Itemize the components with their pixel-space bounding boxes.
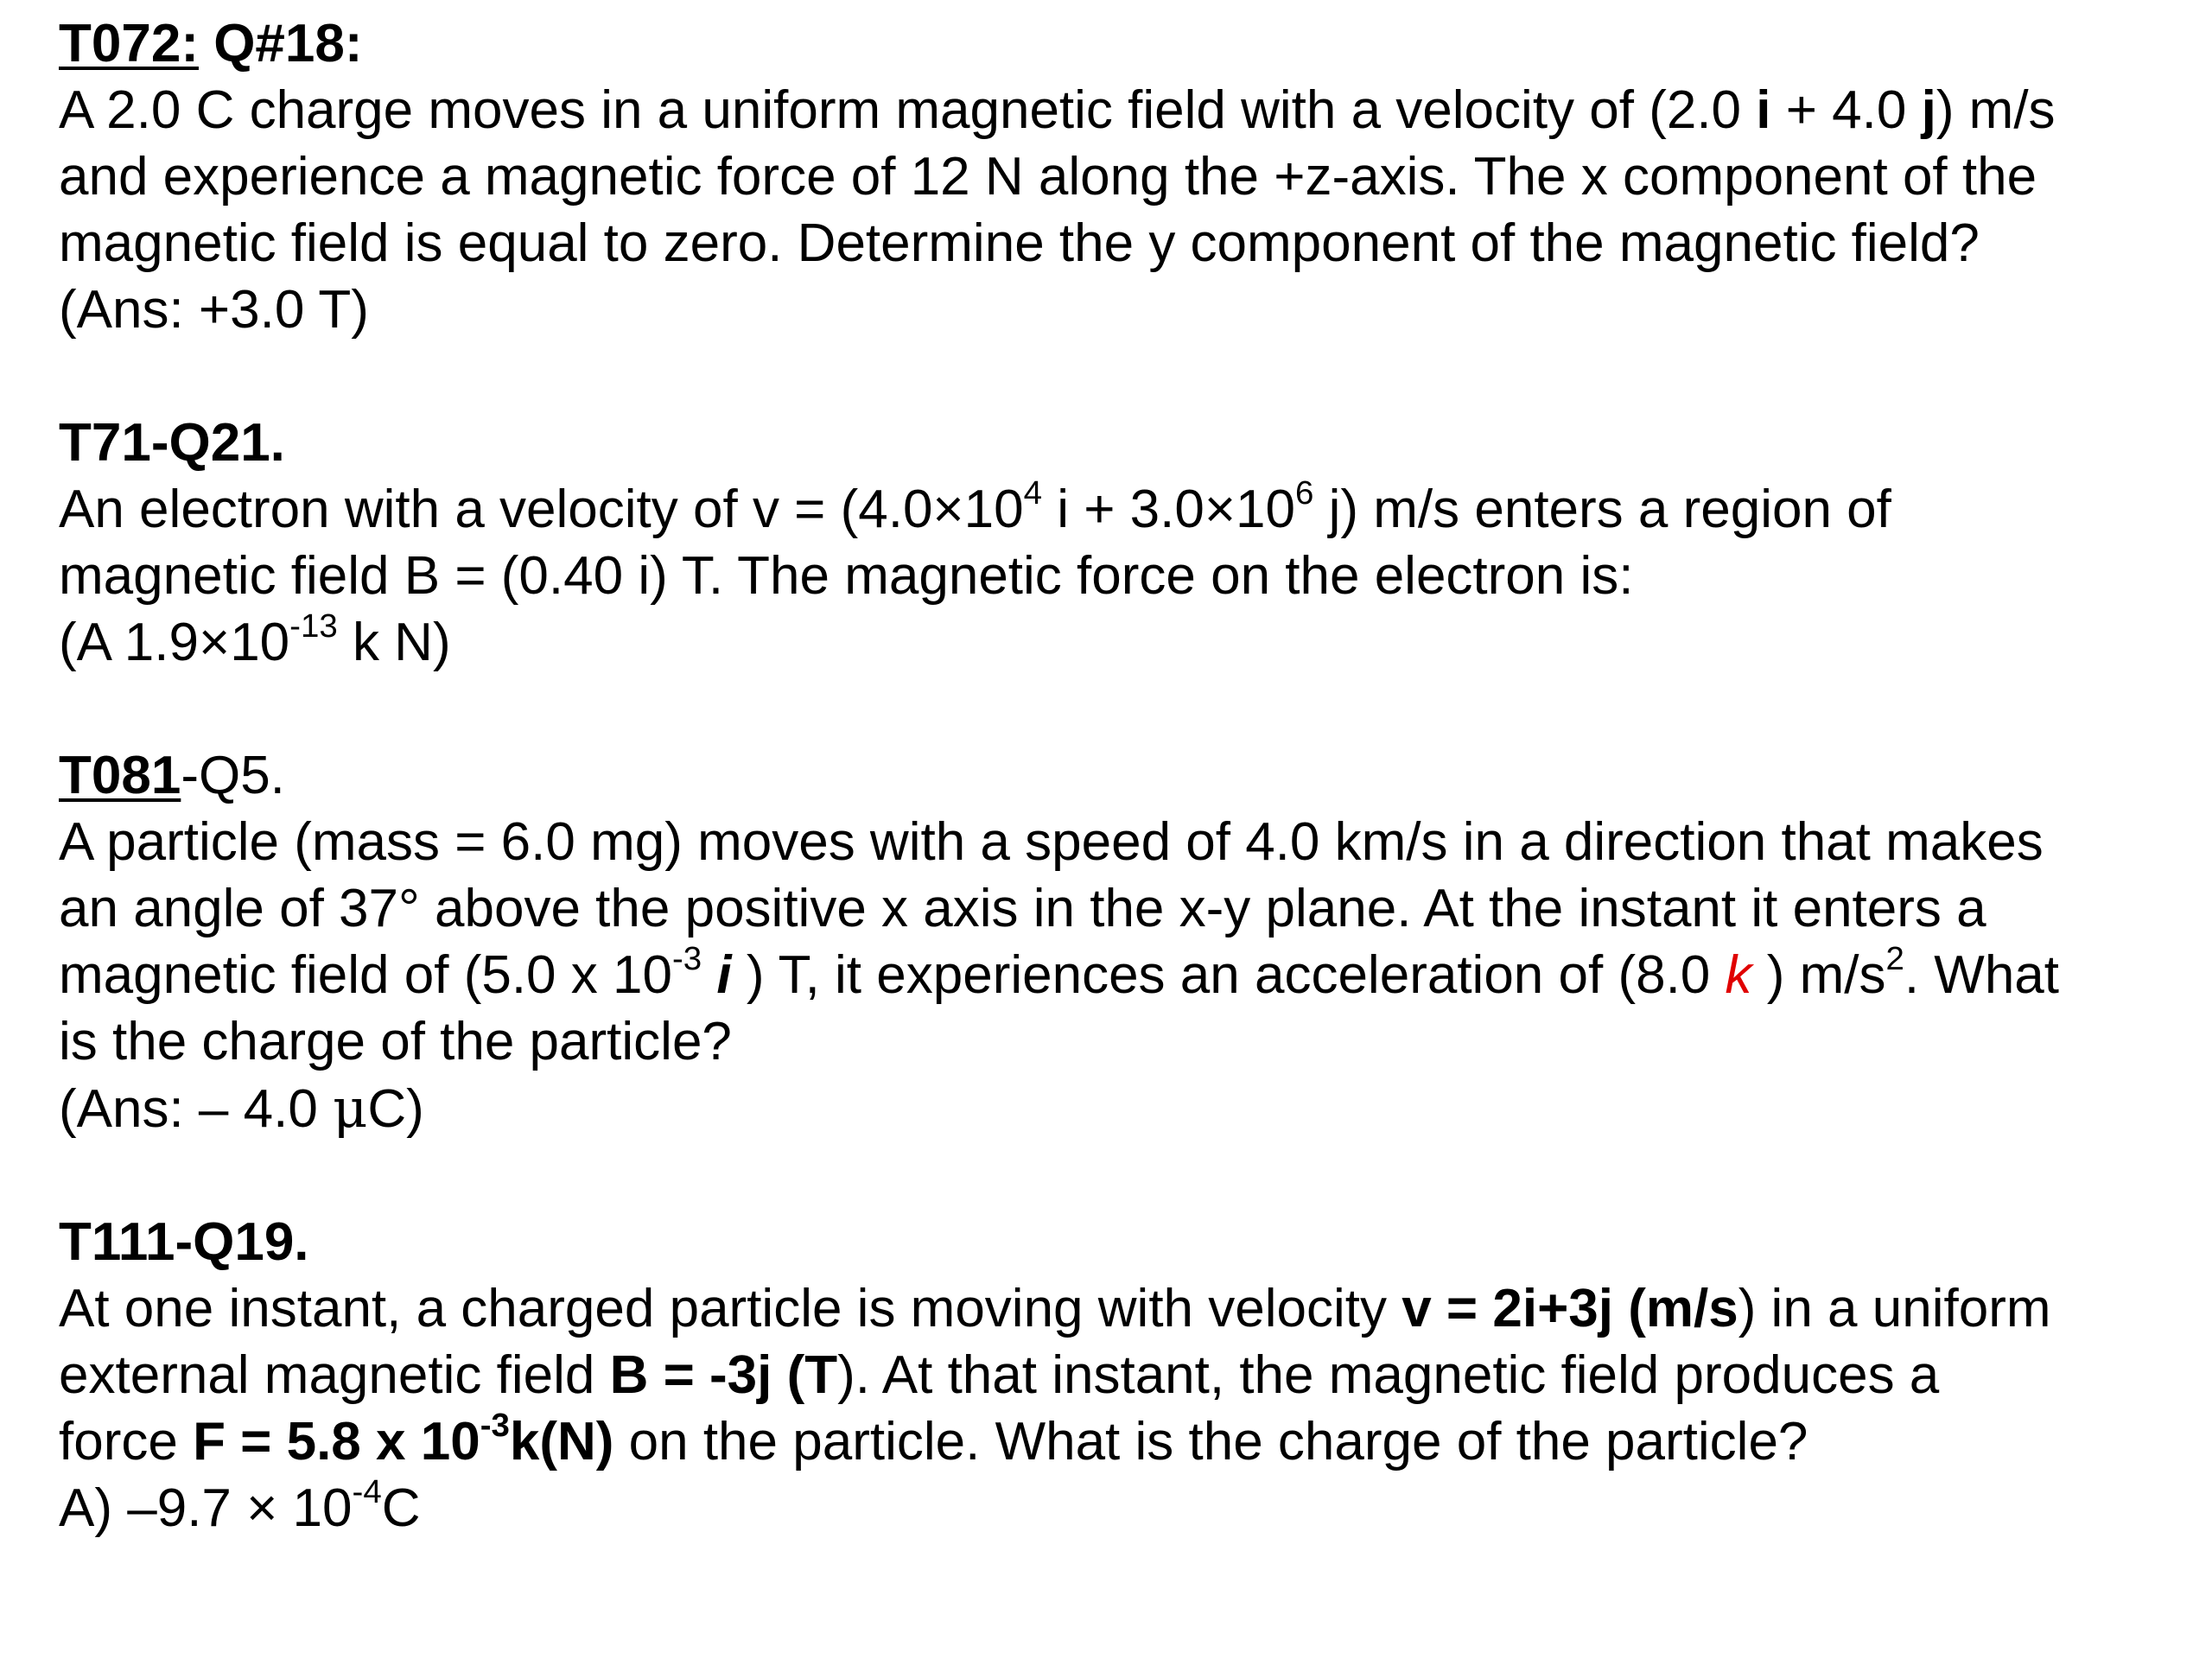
exponent: -3 <box>480 1406 510 1444</box>
text-fragment: An electron with a velocity of v = (4.0×10 <box>59 480 1024 539</box>
force-expression: F = 5.8 x 10 <box>193 1412 480 1471</box>
text-fragment: A) –9.7 × 10 <box>59 1478 353 1538</box>
text-fragment: j) m/s enters a region of <box>1313 480 1891 539</box>
problem-text-line <box>59 1342 2167 1408</box>
unit-vector-i: i <box>1756 80 1771 140</box>
document-page <box>59 10 2167 1541</box>
problem-text-line: an angle of 37° above the positive x axis in the x-y plane. At the instant it enters a <box>59 879 1986 938</box>
text-fragment: on the particle. What is the charge of the particle? <box>613 1412 1808 1471</box>
field-expression: B = -3j (T <box>609 1345 838 1405</box>
problem-t072-q18 <box>59 10 2167 343</box>
exponent: 4 <box>1023 474 1042 512</box>
exponent: -13 <box>289 607 338 645</box>
text-fragment: (Ans: – 4.0 <box>59 1079 334 1139</box>
text-fragment: C) <box>367 1079 424 1139</box>
unit-vector-j: j <box>1921 80 1936 140</box>
text-fragment: k N) <box>337 613 451 672</box>
problem-text-line: A particle (mass = 6.0 mg) moves with a speed of 4.0 km/s in a direction that makes <box>59 812 2044 872</box>
answer-line <box>59 1075 2167 1142</box>
problem-text-line <box>59 476 2167 543</box>
heading-question: Q#18: <box>198 14 363 73</box>
problem-text-line: magnetic field B = (0.40 i) T. The magnetic force on the electron is: <box>59 546 1634 606</box>
problem-text-line: and experience a magnetic force of 12 N along the +z-axis. The x component of the <box>59 147 2037 207</box>
text-fragment: + 4.0 <box>1770 80 1922 140</box>
text-fragment: ) m/s <box>1751 945 1886 1005</box>
exponent: -3 <box>671 939 702 977</box>
heading-question: -Q5. <box>181 746 285 805</box>
exponent: -4 <box>352 1472 382 1510</box>
unit-vector-i: i <box>716 945 732 1005</box>
text-fragment: i + 3.0×10 <box>1041 480 1296 539</box>
velocity-expression: v = 2i+3j (m/s <box>1402 1279 1738 1338</box>
answer-line <box>59 1472 2167 1541</box>
problem-t111-q19 <box>59 1209 2167 1541</box>
problem-text-line <box>59 939 2167 1008</box>
problem-text-line <box>59 1408 2167 1475</box>
text-fragment: magnetic field of (5.0 x 10 <box>59 945 672 1005</box>
force-expression: k(N) <box>509 1412 614 1471</box>
text-fragment: ) T, it experiences an acceleration of (8.0 <box>731 945 1726 1005</box>
problem-text-line: is the charge of the particle? <box>59 1012 732 1071</box>
problem-text-line: magnetic field is equal to zero. Determine the y component of the magnetic field? <box>59 213 1980 273</box>
exponent: 6 <box>1295 474 1314 512</box>
answer-line: (Ans: +3.0 T) <box>59 280 369 340</box>
text-fragment: A 2.0 C charge moves in a uniform magnetic field with a velocity of (2.0 <box>59 80 1757 140</box>
text-fragment: external magnetic field <box>59 1345 610 1405</box>
problem-text-line <box>59 77 2167 143</box>
text-fragment: C <box>381 1478 421 1538</box>
exponent: 2 <box>1885 939 1904 977</box>
text-fragment: ). At that instant, the magnetic field produces a <box>837 1345 1940 1405</box>
problem-heading: T111-Q19. <box>59 1212 309 1272</box>
text-fragment: ) m/s <box>1936 80 2056 140</box>
micro-symbol: μ <box>333 1077 368 1140</box>
text-fragment: At one instant, a charged particle is moving with velocity <box>59 1279 1402 1338</box>
text-fragment: . What <box>1904 945 2060 1005</box>
text-fragment: ) in a uniform <box>1738 1279 2051 1338</box>
heading-code: T081 <box>59 746 181 805</box>
problem-heading <box>59 10 2167 77</box>
problem-text-line <box>59 1275 2167 1342</box>
text-fragment: (A 1.9×10 <box>59 613 290 672</box>
problem-t71-q21 <box>59 410 2167 676</box>
problem-heading: T71-Q21. <box>59 413 285 473</box>
answer-line <box>59 609 2167 676</box>
problem-heading <box>59 742 2167 809</box>
unit-vector-k: k <box>1725 945 1752 1005</box>
text-fragment: force <box>59 1412 194 1471</box>
heading-code: T072: <box>59 14 199 73</box>
problem-t081-q5 <box>59 742 2167 1142</box>
